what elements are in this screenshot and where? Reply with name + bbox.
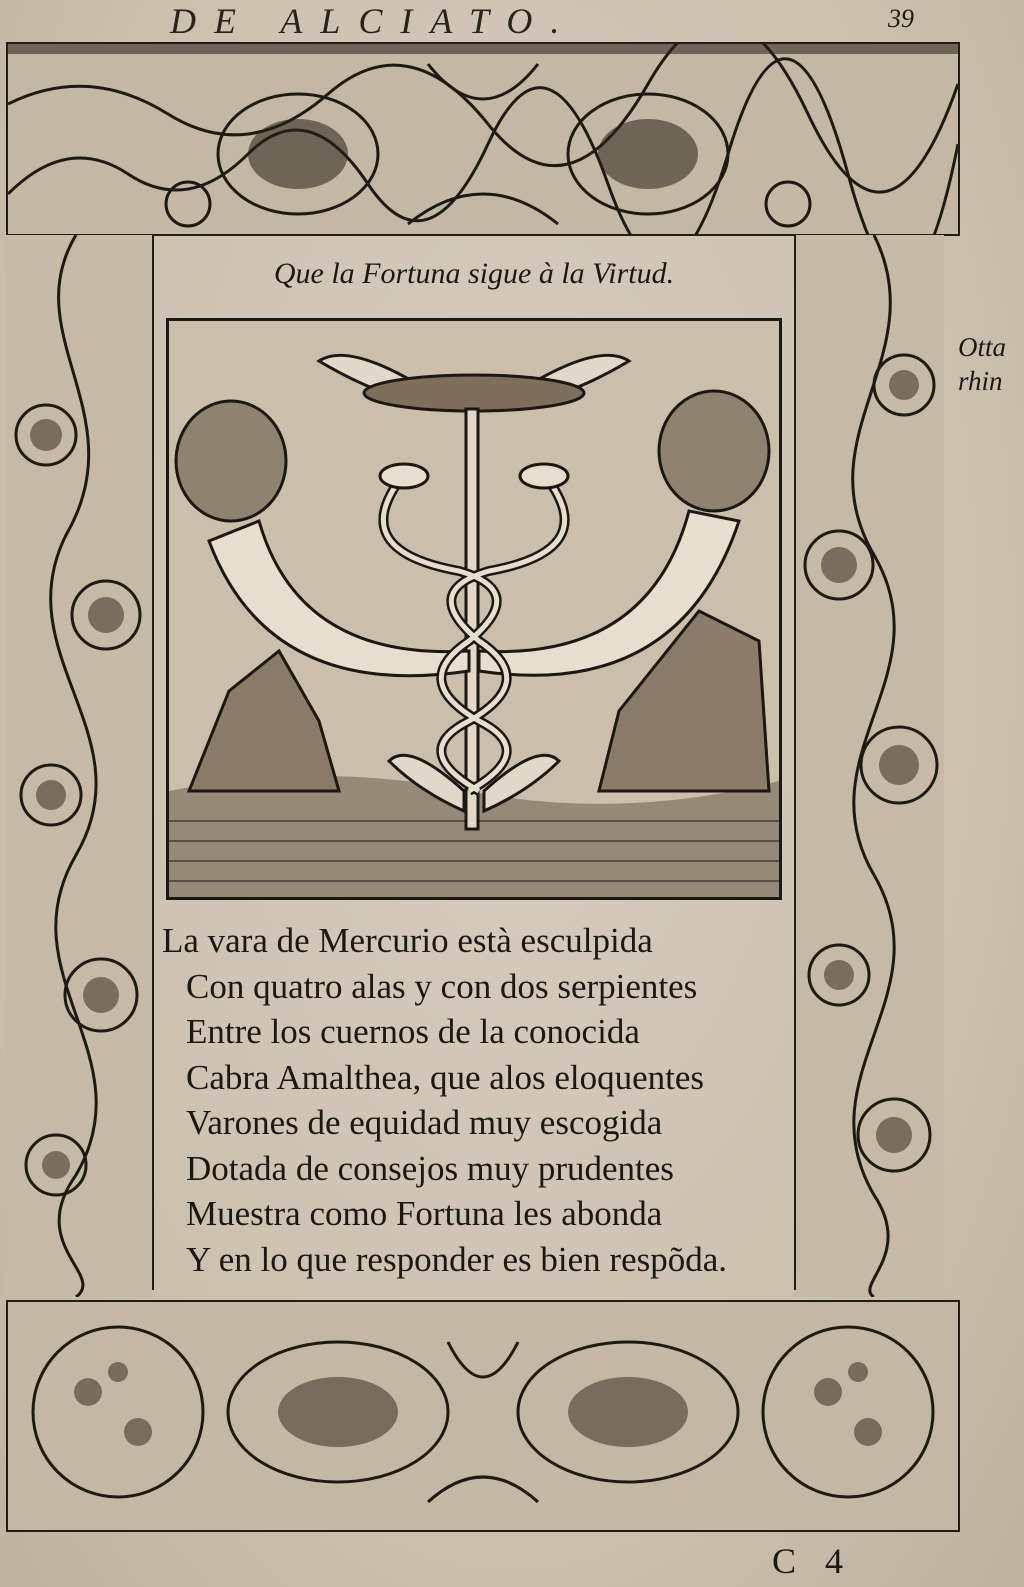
running-head: DE ALCIATO. xyxy=(170,1,578,41)
acanthus-ornament-icon xyxy=(794,235,944,1297)
verse-line: La vara de Mercurio està esculpida xyxy=(162,921,653,960)
page-number: 39 xyxy=(888,4,914,33)
marginal-note-line: Otta xyxy=(958,332,1007,362)
emblem-verse xyxy=(162,918,727,1282)
emblem-title: Que la Fortuna sigue à la Virtud. xyxy=(273,257,675,290)
grotesque-ornament-icon xyxy=(8,44,958,234)
verse-line: Cabra Amalthea, que alos eloquentes xyxy=(186,1057,705,1097)
caduceus-woodcut-icon xyxy=(169,321,779,897)
verse-line: Y en lo que responder es bien respõda. xyxy=(186,1239,728,1279)
marginal-note-line: rhin xyxy=(958,366,1003,396)
vine-ornament-icon xyxy=(6,235,152,1297)
verse-line: Varones de equidad muy escogida xyxy=(186,1103,663,1142)
bottom-ornament-border xyxy=(6,1300,960,1532)
verse-line: Entre los cuernos de la conocida xyxy=(186,1012,640,1051)
left-ornament-border xyxy=(6,235,152,1297)
verse-line: Con quatro alas y con dos serpientes xyxy=(186,966,698,1006)
signature-mark: C 4 xyxy=(772,1541,854,1581)
top-ornament-border xyxy=(6,42,960,236)
right-ornament-border xyxy=(794,235,944,1297)
emblem-woodcut xyxy=(166,318,782,900)
marginal-note xyxy=(958,330,1006,398)
verse-line: Dotada de consejos muy prudentes xyxy=(186,1148,674,1188)
verse-line: Muestra como Fortuna les abonda xyxy=(186,1194,663,1233)
grotesque-ornament-icon xyxy=(8,1302,958,1530)
